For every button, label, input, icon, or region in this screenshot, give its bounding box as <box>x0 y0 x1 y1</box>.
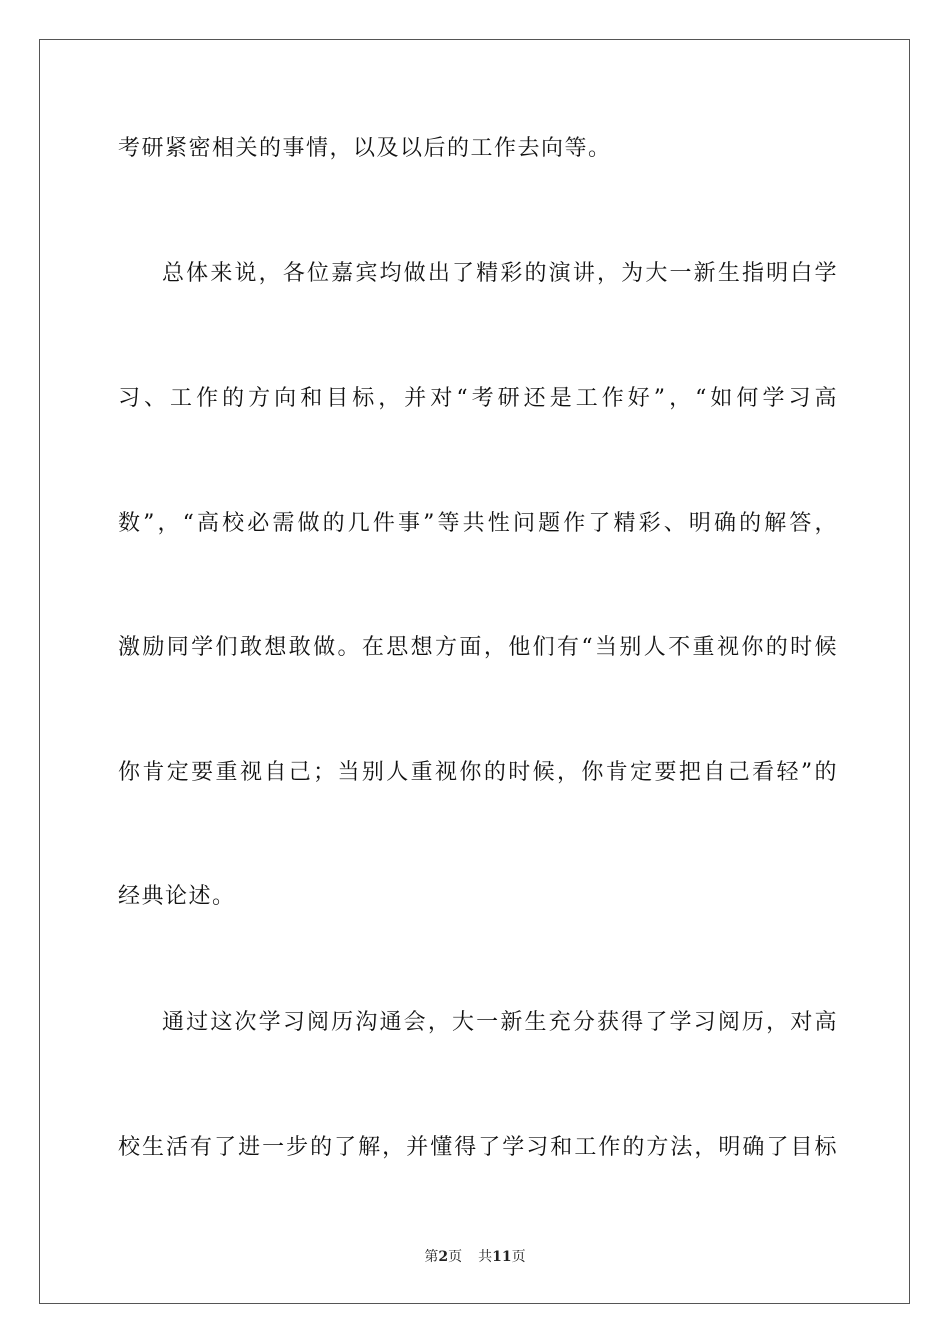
footer-page-number: 2 <box>438 1249 449 1265</box>
footer-page-prefix: 第 <box>424 1249 439 1265</box>
text-line-4: 数”，“高校必需做的几件事”等共性问题作了精彩、明确的解答， <box>118 511 838 536</box>
text-line-8: 通过这次学习阅历沟通会，大一新生充分获得了学习阅历，对高 <box>162 1010 838 1035</box>
text-line-5: 激励同学们敢想敢做。在思想方面，他们有“当别人不重视你的时候 <box>118 635 838 660</box>
text-line-2: 总体来说，各位嘉宾均做出了精彩的演讲，为大一新生指明白学 <box>162 261 838 286</box>
footer-total-unit: 页 <box>511 1249 526 1265</box>
text-line-6: 你肯定要重视自己；当别人重视你的时候，你肯定要把自己看轻”的 <box>118 760 838 785</box>
footer-page-unit: 页 <box>448 1249 463 1265</box>
page-frame <box>39 39 910 1304</box>
page-footer <box>0 1247 950 1267</box>
text-line-9: 校生活有了进一步的了解，并懂得了学习和工作的方法，明确了目标 <box>118 1135 838 1160</box>
text-line-3: 习、工作的方向和目标，并对“考研还是工作好”，“如何学习高 <box>118 386 838 411</box>
text-line-1: 考研紧密相关的事情，以及以后的工作去向等。 <box>118 136 612 161</box>
footer-total-prefix: 共 <box>478 1249 493 1265</box>
text-line-7: 经典论述。 <box>118 884 236 909</box>
footer-total-pages: 11 <box>492 1249 512 1265</box>
